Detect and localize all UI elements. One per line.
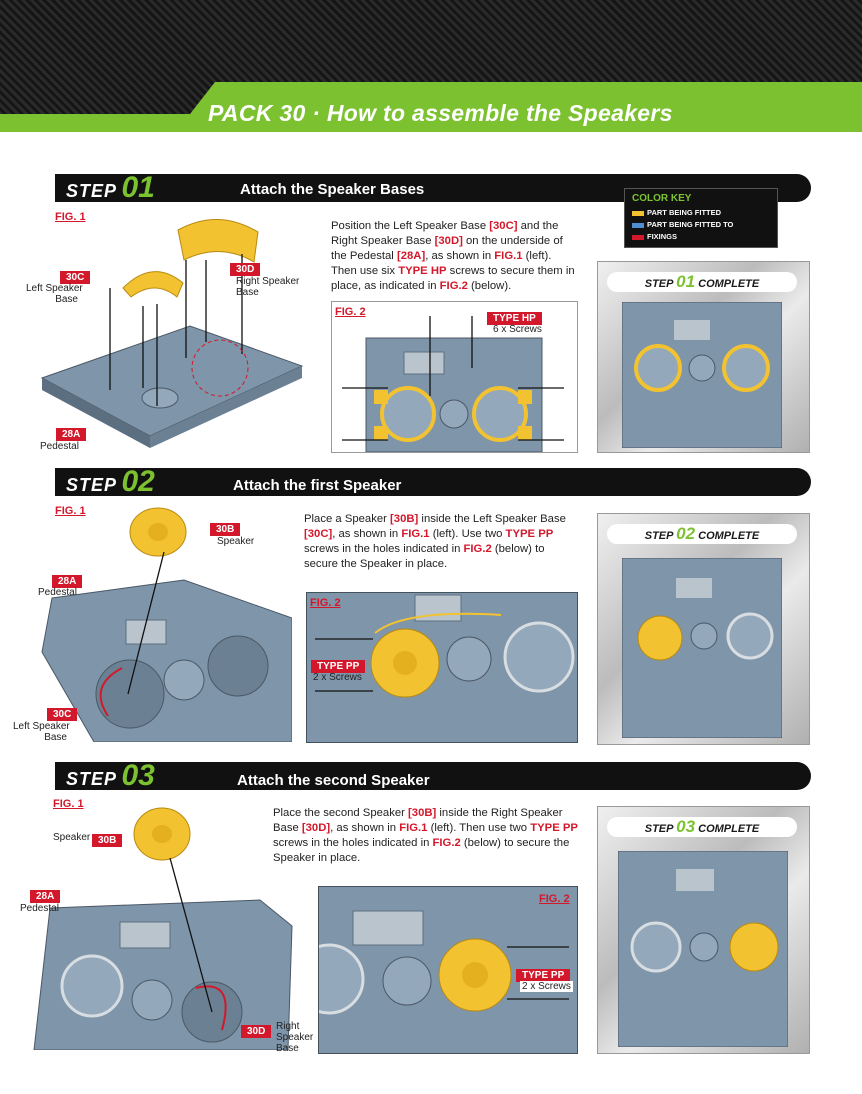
step-3-complete-label [607, 817, 797, 837]
step-3-fig1-label: FIG. 1 [53, 798, 84, 810]
complete-step-number: 02 [676, 524, 696, 543]
text-run: , as shown in [425, 250, 495, 262]
highlight-ref: TYPE PP [530, 822, 578, 834]
text-run: (left). Use two [429, 528, 506, 540]
step-1-tag-30d [230, 259, 260, 277]
step-2-fig1-label: FIG. 1 [55, 505, 86, 517]
step-3-caption-28a: Pedestal [20, 903, 59, 914]
part-tag: 30C [60, 271, 90, 284]
part-tag: 30C [47, 708, 77, 721]
text-run: and the Right Speaker Base [331, 220, 559, 247]
color-key-item-fitted-to [632, 220, 733, 229]
step-3-caption-30b: Speaker [53, 832, 91, 843]
step-2-complete-panel [597, 513, 810, 745]
color-key-label: FIXINGS [647, 232, 678, 241]
text-run: (left). Then use two [427, 822, 531, 834]
complete-word: COMPLETE [698, 823, 760, 835]
step-2-caption-28a: Pedestal [38, 587, 77, 598]
text-run: Place the second Speaker [273, 807, 409, 819]
swatch-blue [632, 223, 644, 228]
step-3-tag-28a [30, 886, 60, 904]
step-1-complete-photo [622, 302, 782, 448]
color-key-item-fixings [632, 232, 677, 241]
complete-word: COMPLETE [698, 278, 760, 290]
step-3-band [55, 762, 811, 790]
step-3-title: Attach the second Speaker [237, 772, 430, 789]
step-3-complete-panel [597, 806, 810, 1054]
highlight-ref: TYPE PP [505, 528, 554, 540]
step-3-badge-number: 03 [121, 759, 155, 792]
highlight-ref: [30C] [489, 220, 518, 232]
step-2-tag-30c [47, 704, 77, 722]
highlight-ref: FIG.1 [494, 250, 523, 262]
text-run: Position the Left Speaker Base [331, 220, 490, 232]
text-run: (left). Then use six [331, 250, 552, 277]
text-run: , as shown in [330, 822, 400, 834]
color-key-title: COLOR KEY [632, 193, 692, 204]
text-run: Place a Speaker [304, 513, 391, 525]
step-1-caption-30c: Left Speaker Base [26, 283, 83, 305]
step-2-screw-count: 2 x Screws [313, 672, 362, 683]
screw-type-tag: TYPE HP [487, 312, 542, 325]
complete-step-word: STEP [644, 823, 674, 835]
step-1-complete-panel [597, 261, 810, 453]
step-2-badge [66, 465, 155, 498]
step-1-badge-word: STEP [66, 181, 118, 201]
step-3-instructions [273, 806, 579, 866]
step-1-complete-label [607, 272, 797, 292]
step-2-instructions [304, 512, 580, 572]
highlight-ref: [30B] [408, 807, 437, 819]
page-title: PACK 30 · How to assemble the Speakers [208, 100, 673, 126]
step-2-band [55, 468, 811, 496]
step-3-tag-30b [92, 830, 122, 848]
step-2-tag-30b [210, 519, 240, 537]
step-1-caption-30d: Right Speaker Base [236, 276, 300, 298]
highlight-ref: [30C] [304, 528, 333, 540]
step-3-tag-30d [241, 1021, 271, 1039]
step-1-caption-28a: Pedestal [40, 441, 79, 452]
color-key-item-fitted [632, 208, 721, 217]
complete-step-word: STEP [644, 278, 674, 290]
step-1-badge-number: 01 [121, 171, 155, 204]
step-1-title: Attach the Speaker Bases [240, 181, 425, 198]
part-tag: 30D [241, 1025, 271, 1038]
text-run: screws in the holes indicated in [273, 837, 433, 849]
step-2-caption-30c: Left Speaker Base [13, 721, 70, 743]
highlight-ref: FIG.1 [399, 822, 428, 834]
part-tag: 30B [92, 834, 122, 847]
step-2-caption-30b: Speaker [217, 536, 255, 547]
complete-word: COMPLETE [698, 530, 760, 542]
complete-step-number: 03 [676, 817, 696, 836]
step-1-fig1-label: FIG. 1 [55, 211, 86, 223]
highlight-ref: [30B] [390, 513, 419, 525]
step-1-screw-count: 6 x Screws [493, 324, 542, 335]
step-3-badge-word: STEP [66, 769, 118, 789]
step-1-instructions [331, 219, 579, 294]
complete-step-word: STEP [644, 530, 674, 542]
step-2-badge-word: STEP [66, 475, 118, 495]
text-run: (below). [467, 280, 512, 292]
step-2-title: Attach the first Speaker [233, 477, 402, 494]
highlight-ref: [30D] [301, 822, 331, 834]
step-3-fig2-label: FIG. 2 [539, 893, 570, 905]
step-2-complete-photo [622, 558, 782, 738]
color-key-box [624, 188, 778, 248]
step-1-fig2-label: FIG. 2 [335, 306, 366, 318]
color-key-label: PART BEING FITTED TO [647, 220, 734, 229]
screw-type-tag: TYPE PP [516, 969, 570, 982]
swatch-red [632, 235, 644, 240]
highlight-ref: FIG.1 [401, 528, 430, 540]
text-run: (below) to secure the Speaker in place. [304, 543, 545, 570]
part-tag: 28A [56, 428, 86, 441]
color-key-label: PART BEING FITTED [647, 208, 722, 217]
step-1-fig1-illustration [30, 218, 310, 458]
part-tag: 30B [210, 523, 240, 536]
text-run: screws to secure them in place, as indicated in [331, 265, 575, 292]
step-2-complete-label [607, 524, 797, 544]
highlight-ref: [28A] [396, 250, 426, 262]
step-2-badge-number: 02 [121, 465, 155, 498]
step-3-complete-photo [618, 851, 788, 1047]
part-tag: 28A [52, 575, 82, 588]
text-run: inside the Right Speaker Base [273, 807, 563, 834]
text-run: , as shown in [332, 528, 402, 540]
text-run: screws in the holes indicated in [304, 543, 464, 555]
step-1-badge [66, 171, 155, 204]
text-run: on the underside of the Pedestal [331, 235, 563, 262]
part-tag: 30D [230, 263, 260, 276]
complete-step-number: 01 [676, 272, 696, 291]
highlight-ref: TYPE HP [398, 265, 447, 277]
part-tag: 28A [30, 890, 60, 903]
highlight-ref: FIG.2 [463, 543, 492, 555]
swatch-yellow [632, 211, 644, 216]
step-3-caption-30d: Right Speaker Base [276, 1021, 314, 1054]
text-run: inside the Left Speaker Base [418, 513, 566, 525]
highlight-ref: FIG.2 [432, 837, 461, 849]
step-2-fig2-label: FIG. 2 [310, 597, 341, 609]
text-run: (below) to secure the Speaker in place. [273, 837, 570, 864]
screw-type-tag: TYPE PP [311, 660, 365, 673]
step-3-badge [66, 759, 155, 792]
step-3-screw-count: 2 x Screws [522, 981, 571, 992]
step-1-tag-28a [56, 424, 86, 442]
highlight-ref: FIG.2 [439, 280, 468, 292]
highlight-ref: [30D] [434, 235, 463, 247]
